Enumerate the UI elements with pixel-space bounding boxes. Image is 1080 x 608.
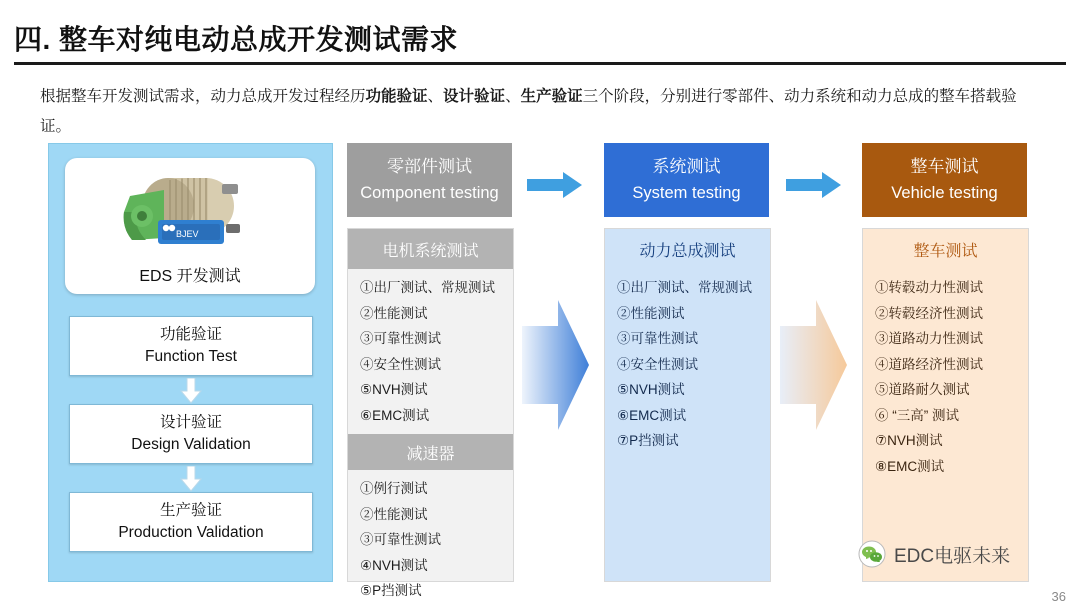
list-item: ⑧EMC测试 xyxy=(875,458,945,474)
component-group2-items xyxy=(348,470,513,604)
list-item: ⑦NVH测试 xyxy=(875,433,943,448)
component-group1-title: 电机系统测试 xyxy=(348,229,513,269)
list-item: ③可靠性测试 xyxy=(360,532,441,547)
header-vehicle-cn: 整车测试 xyxy=(910,157,979,176)
intro-paragraph: 根据整车开发测试需求，动力总成开发过程经历功能验证、设计验证、生产验证三个阶段，分别进行零部件、动力系统和动力总成的整车搭载验证。 xyxy=(40,88,1017,135)
header-component-en: Component testing xyxy=(360,184,499,202)
svg-text:BJEV: BJEV xyxy=(176,229,199,239)
list-item: ④道路经济性测试 xyxy=(875,356,983,372)
list-item: ①出厂测试、常规测试 xyxy=(617,280,752,295)
step-production-validation-cn: 生产验证 xyxy=(159,502,222,519)
down-arrow-icon xyxy=(180,466,202,492)
system-items xyxy=(605,269,770,454)
wechat-logo-icon xyxy=(858,540,886,568)
list-item: ①例行测试 xyxy=(360,481,428,496)
list-item: ③可靠性测试 xyxy=(617,331,698,346)
step-function-test-cn: 功能验证 xyxy=(159,326,222,343)
list-item: ⑥ “三高” 测试 xyxy=(875,407,959,423)
list-item: ①转毂动力性测试 xyxy=(875,280,983,295)
flow-arrow-component-to-system xyxy=(522,300,590,430)
watermark xyxy=(858,540,1010,568)
list-item: ⑤NVH测试 xyxy=(360,382,428,397)
page-title: 四. 整车对纯电动总成开发测试需求 xyxy=(14,24,459,55)
list-item: ⑥EMC测试 xyxy=(617,407,687,423)
step-design-validation xyxy=(69,404,313,464)
right-arrow-icon xyxy=(786,172,842,198)
step-production-validation xyxy=(69,492,313,552)
list-item: ②性能测试 xyxy=(360,305,428,321)
list-item: ⑤P挡测试 xyxy=(360,583,422,598)
list-item: ④安全性测试 xyxy=(360,356,441,372)
vehicle-items xyxy=(863,269,1028,479)
vehicle-group-title: 整车测试 xyxy=(913,243,978,260)
header-component-cn: 零部件测试 xyxy=(387,157,472,176)
watermark-text: EDC电驱未来 xyxy=(894,545,1011,567)
list-item: ⑤道路耐久测试 xyxy=(875,382,970,397)
down-arrow-icon xyxy=(180,378,202,404)
step-design-validation-en: Design Validation xyxy=(131,436,251,453)
list-item: ⑦P挡测试 xyxy=(617,433,679,448)
title-divider xyxy=(14,62,1066,65)
header-vehicle-testing xyxy=(862,143,1027,217)
list-item: ④NVH测试 xyxy=(360,557,428,573)
list-item: ⑥EMC测试 xyxy=(360,407,430,423)
eds-card xyxy=(65,158,315,294)
step-function-test xyxy=(69,316,313,376)
header-system-cn: 系统测试 xyxy=(652,157,721,176)
right-arrow-icon xyxy=(527,172,583,198)
component-group1-items xyxy=(348,269,513,428)
list-item: ②转毂经济性测试 xyxy=(875,305,983,321)
header-system-en: System testing xyxy=(632,184,741,202)
step-design-validation-cn: 设计验证 xyxy=(159,414,222,431)
column-component-testing xyxy=(347,228,514,598)
list-item: ④安全性测试 xyxy=(617,356,698,372)
bjev-electric-drive-system-photo xyxy=(106,166,274,252)
list-item: ③道路动力性测试 xyxy=(875,331,983,346)
eds-card-label: EDS 开发测试 xyxy=(139,268,241,285)
header-vehicle-en: Vehicle testing xyxy=(891,184,998,202)
column-system-testing xyxy=(604,228,771,582)
component-group2-title: 减速器 xyxy=(348,434,513,470)
page-number: 36 xyxy=(1051,589,1066,604)
step-production-validation-en: Production Validation xyxy=(118,524,264,541)
list-item: ①出厂测试、常规测试 xyxy=(360,280,495,295)
header-system-testing xyxy=(604,143,769,217)
list-item: ②性能测试 xyxy=(617,305,685,321)
left-process-panel xyxy=(48,143,333,582)
column-vehicle-testing xyxy=(862,228,1029,582)
list-item: ②性能测试 xyxy=(360,506,428,522)
list-item: ③可靠性测试 xyxy=(360,331,441,346)
system-group-title: 动力总成测试 xyxy=(639,243,736,260)
list-item: ⑤NVH测试 xyxy=(617,382,685,397)
step-function-test-en: Function Test xyxy=(145,348,237,365)
flow-arrow-system-to-vehicle xyxy=(780,300,848,430)
header-component-testing xyxy=(347,143,512,217)
